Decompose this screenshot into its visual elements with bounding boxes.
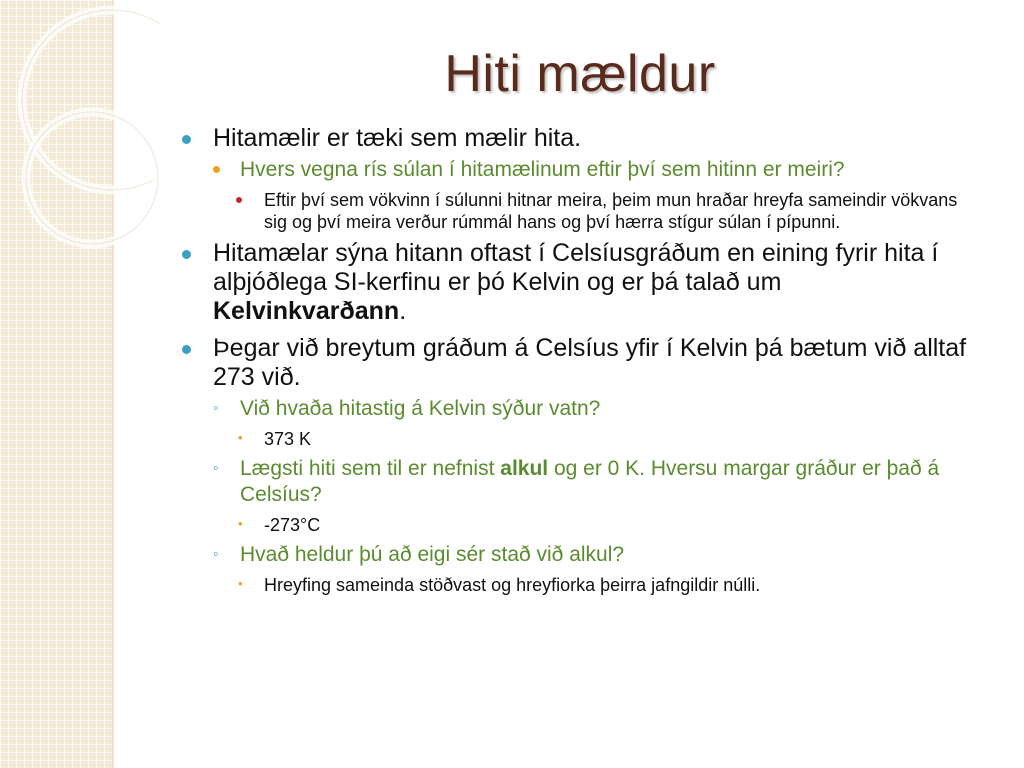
answer-1 [180, 428, 980, 450]
bullet-dot-icon [213, 166, 220, 173]
question-1-text: Við hvaða hitastig á Kelvin sýður vatn? [240, 397, 601, 420]
bullet-1-question [180, 157, 980, 183]
question-2-end: og er 0 K. Hversu margar gráður er það á Celsíus? [240, 457, 940, 506]
decorative-rings [0, 0, 160, 260]
bullet-3 [180, 334, 980, 392]
bullet-dot-icon [236, 197, 242, 203]
slide-title: Hiti mældur [444, 45, 716, 103]
answer-3-text: Hreyfing sameinda stöðvast og hreyfiorka þeirra jafngildir núlli. [264, 575, 761, 595]
star-bullet-icon: • [238, 516, 243, 531]
bullet-1-text: Hitamælir er tæki sem mælir hita. [213, 124, 582, 152]
question-2-text: Lægsti hiti sem til er nefnist [240, 457, 501, 480]
answer-3 [180, 574, 980, 596]
question-2 [180, 456, 980, 508]
question-1 [180, 396, 980, 422]
ring-bullet-icon: ◦ [213, 460, 219, 477]
question-3 [180, 542, 980, 568]
bullet-2-text: Hitamælar sýna hitann oftast í Celsíusgráðum en eining fyrir hita í alþjóðlega SI-kerfinu er þó Kelvin og er þá talað um [213, 239, 939, 296]
slide-content [180, 124, 980, 602]
bullet-dot-icon [182, 250, 191, 259]
bullet-2 [180, 239, 980, 326]
bullet-1-question-text: Hvers vegna rís súlan í hitamælinum eftir því sem hitinn er meiri? [240, 158, 845, 181]
bullet-3-text: Þegar við breytum gráðum á Celsíus yfir í Kelvin þá bætum við alltaf 273 við. [213, 334, 967, 391]
ring-bullet-icon: ◦ [213, 546, 219, 563]
bullet-1-answer [180, 189, 980, 233]
bullet-2-end: . [399, 297, 407, 325]
star-bullet-icon: • [238, 576, 243, 591]
bullet-2-bold-term: Kelvinkvarðann [213, 297, 400, 325]
star-bullet-icon: • [238, 430, 243, 445]
question-2-bold-term: alkul [500, 457, 549, 480]
bullet-1-answer-text: Eftir því sem vökvinn í súlunni hitnar meira, þeim mun hraðar hreyfa sameindir vökvans sig og því meira verður rúmmál hans og því hærra stígur súlan í pípunni. [264, 190, 958, 232]
bullet-1 [180, 124, 980, 153]
answer-2-text: -273°C [264, 515, 321, 535]
bullet-dot-icon [182, 135, 191, 144]
answer-1-text: 373 K [264, 429, 312, 449]
answer-2 [180, 514, 980, 536]
question-3-text: Hvað heldur þú að eigi sér stað við alkul? [240, 543, 625, 566]
ring-bullet-icon: ◦ [213, 400, 219, 417]
bullet-dot-icon [182, 345, 191, 354]
